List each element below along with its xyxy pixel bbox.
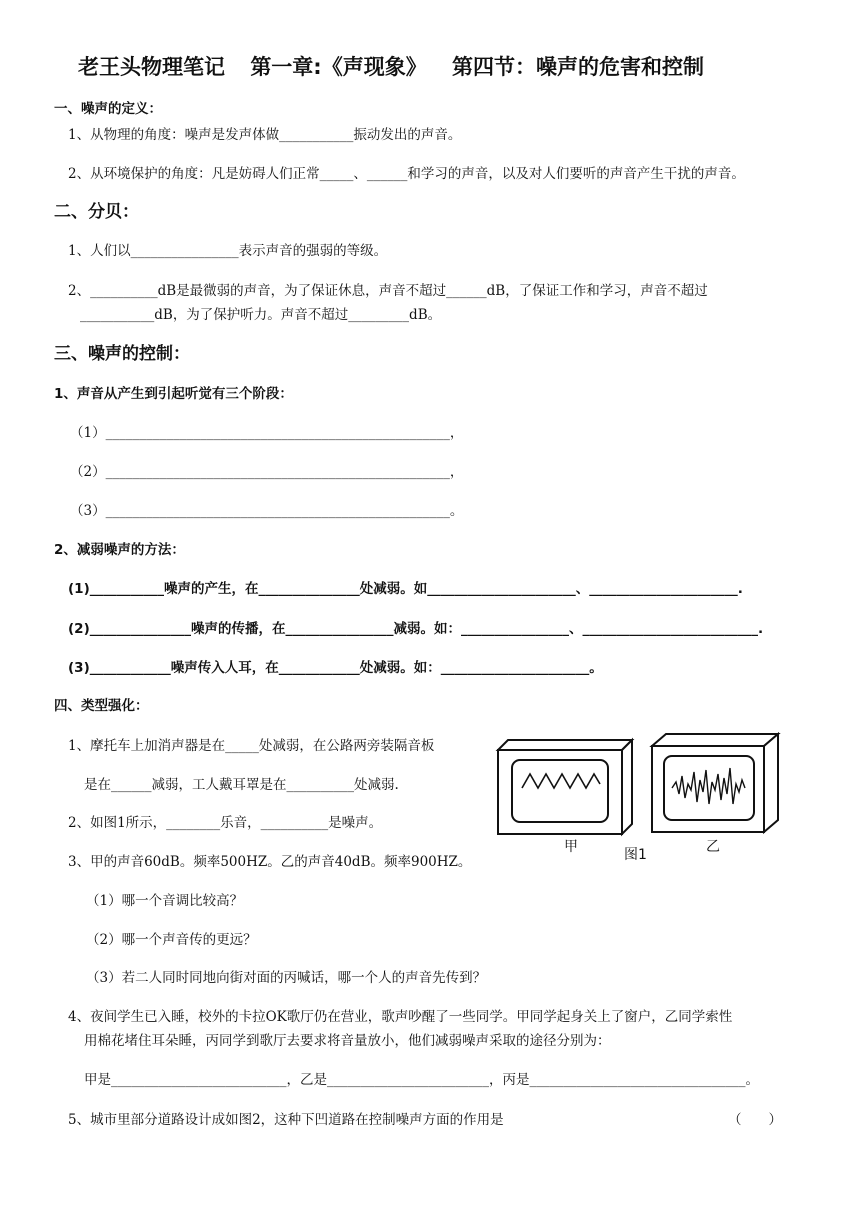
figure-1 [494,724,794,864]
s2-item-1: 1、人们以________________表示声音的强弱的等级。 [68,243,388,259]
s3-stage-3: （3）___________________________________________________。 [70,503,464,519]
s1-item-1: 1、从物理的角度：噪声是发声体做___________振动发出的声音。 [68,127,462,143]
figure-1-label-jia: 甲 [564,839,578,855]
section-1-heading: 一、噪声的定义： [54,101,162,117]
s1-item-2: 2、从环境保护的角度：凡是妨碍人们正常_____、______和学习的声音，以及对人们要听的声音产生干扰的声音。 [68,166,745,182]
section-2-heading: 二、分贝： [54,202,139,222]
section-3-heading: 三、噪声的控制： [54,344,190,364]
title-notebook: 老王头物理笔记 [78,55,225,79]
s4-q3-sub-2: （2）哪一个声音传的更远？ [86,932,257,948]
oscilloscope-jia [498,740,632,834]
s4-q2: 2、如图1所示，________乐音，__________是噪声。 [68,815,383,831]
figure-1-label-yi: 乙 [706,839,720,855]
page-title [78,52,722,82]
s4-q3-sub-1: （1）哪一个音调比较高？ [86,893,244,909]
s3-method-1: (1)___________噪声的产生，在_______________处减弱。如______________________、______________________. [68,581,743,597]
s4-q4-answers: 甲是__________________________，乙是________________________，丙是________________________________。 [84,1072,759,1088]
s4-q5-answer-paren: （ ） [728,1112,782,1128]
oscilloscope-yi [652,734,778,832]
s4-q4-line-1: 4、夜间学生已入睡，校外的卡拉OK歌厅仍在营业，歌声吵醒了一些同学。甲同学起身关上了窗户，乙同学索性 [68,1009,733,1025]
s4-q5: 5、城市里部分道路设计成如图2，这种下凹道路在控制噪声方面的作用是 [68,1112,504,1128]
figure-1-caption: 图1 [624,847,647,863]
s3-method-3: (3)____________噪声传入人耳，在____________处减弱。如：______________________。 [68,660,603,676]
s4-q1-line-2: 是在______减弱，工人戴耳罩是在__________处减弱. [84,777,399,793]
s4-q1-line-1: 1、摩托车上加消声器是在_____处减弱，在公路两旁装隔音板 [68,738,435,754]
s2-item-2-cont: ___________dB，为了保护听力。声音不超过_________dB。 [80,307,442,323]
s4-q4-line-2: 用棉花堵住耳朵睡，丙同学到歌厅去要求将音量放小，他们减弱噪声采取的途径分别为： [84,1033,611,1049]
s3-question-1: 1、声音从产生到引起听觉有三个阶段： [54,386,293,402]
s4-q3: 3、甲的声音60dB。频率500HZ。乙的声音40dB。频率900HZ。 [68,854,472,870]
s4-q3-sub-3: （3）若二人同时同地向街对面的丙喊话，哪一个人的声音先传到？ [86,970,487,986]
s3-method-2: (2)_______________噪声的传播，在________________减弱。如：________________、__________________________. [68,621,764,637]
s2-item-2: 2、__________dB是最微弱的声音，为了保证休息，声音不超过______dB，了保证工作和学习，声音不超过 [68,283,708,299]
s3-stage-1: （1）___________________________________________________， [70,425,464,441]
s3-stage-2: （2）___________________________________________________， [70,464,464,480]
s3-question-2: 2、减弱噪声的方法： [54,542,185,558]
section-4-heading: 四、类型强化： [54,698,149,714]
title-section: 第四节：噪声的危害和控制 [452,55,705,79]
figure-1-drawing [494,724,794,864]
title-chapter: 第一章:《声现象》 [250,55,427,79]
